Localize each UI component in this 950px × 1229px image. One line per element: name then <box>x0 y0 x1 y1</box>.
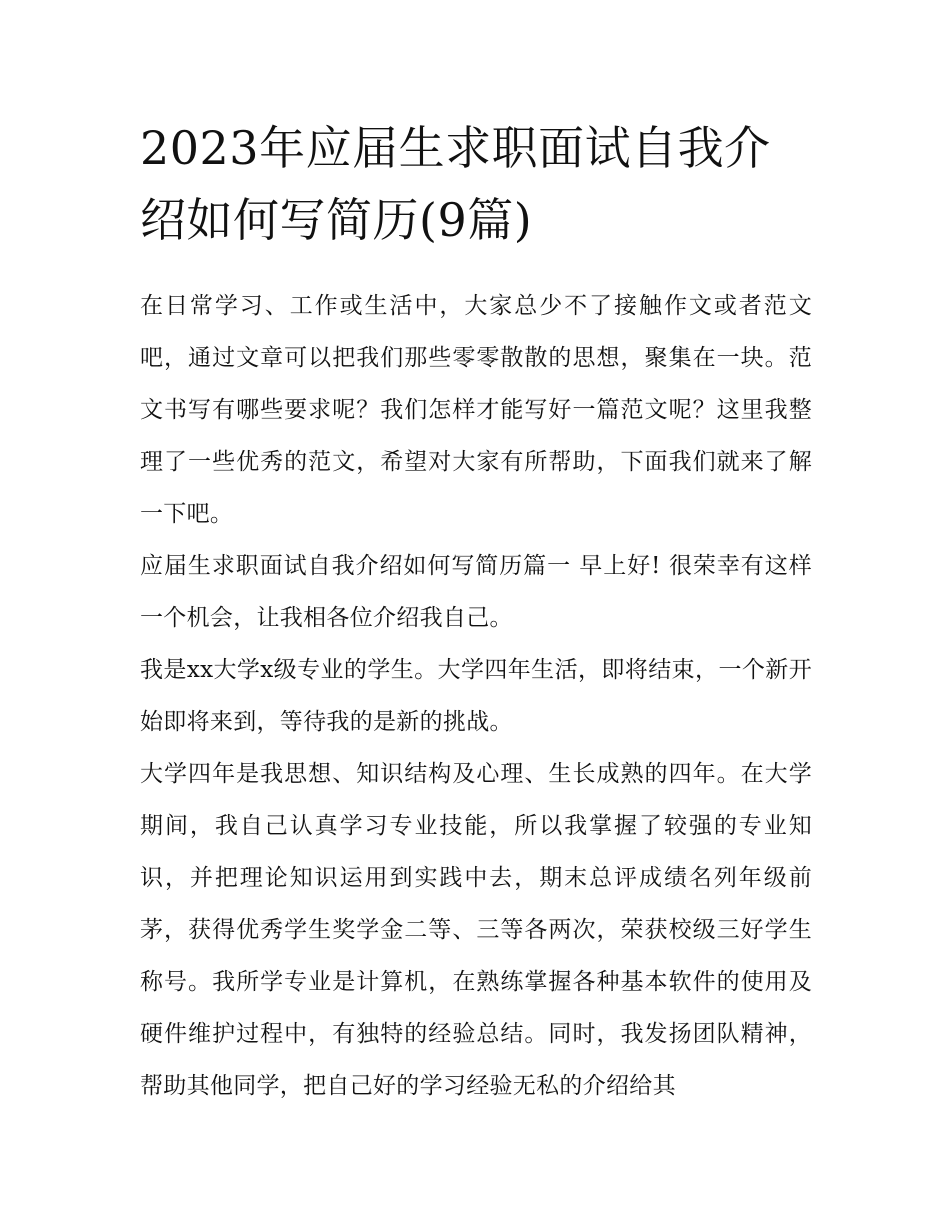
self-introduction-paragraph: 我是xx大学x级专业的学生。大学四年生活，即将结束，一个新开始即将来到，等待我的是新的挑战。 <box>140 657 812 735</box>
document-body <box>140 280 812 1112</box>
intro-paragraph: 在日常学习、工作或生活中，大家总少不了接触作文或者范文吧，通过文章可以把我们那些零零散散的思想，聚集在一块。范文书写有哪些要求呢？我们怎样才能写好一篇范文呢？这里我整理了一些优秀的范文，希望对大家有所帮助，下面我们就来了解一下吧。 <box>140 293 812 527</box>
university-experience-paragraph: 大学四年是我思想、知识结构及心理、生长成熟的四年。在大学期间，我自己认真学习专业技能，所以我掌握了较强的专业知识，并把理论知识运用到实践中去，期末总评成绩名列年级前茅，获得优秀学生奖学金二等、三等各两次，荣获校级三好学生称号。我所学专业是计算机，在熟练掌握各种基本软件的使用及硬件维护过程中，有独特的经验总结。同时，我发扬团队精神，帮助其他同学，把自己好的学习经验无私的介绍给其 <box>140 761 812 1099</box>
section-one-paragraph: 应届生求职面试自我介绍如何写简历篇一 早上好! 很荣幸有这样一个机会，让我相各位介绍我自己。 <box>140 553 812 631</box>
document-title: 2023年应届生求职面试自我介绍如何写简历(9篇) <box>140 121 771 247</box>
